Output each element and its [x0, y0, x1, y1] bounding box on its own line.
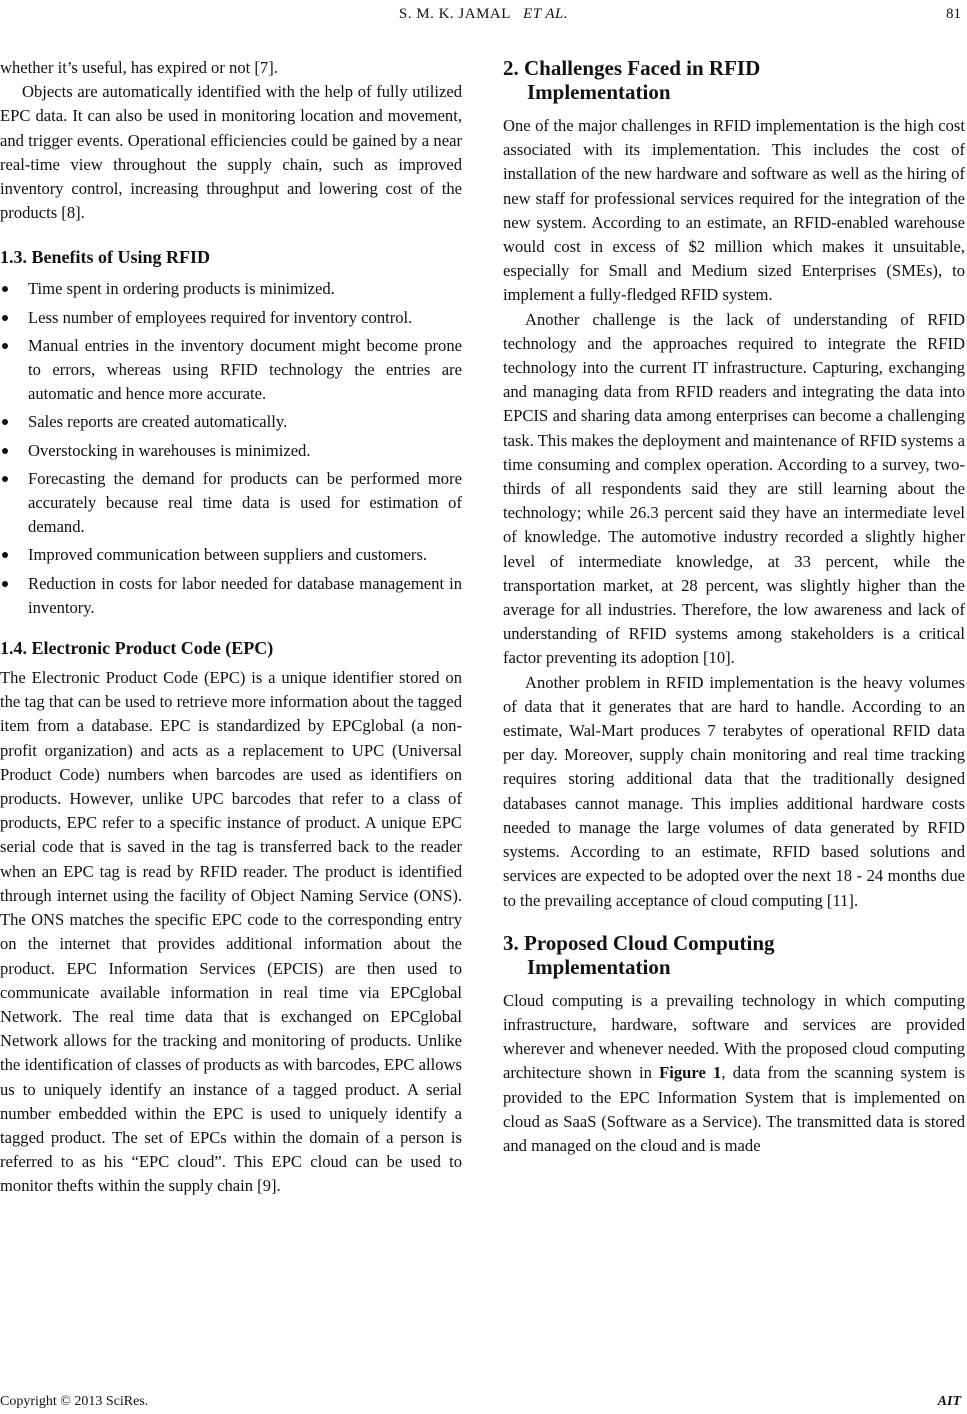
bullet-icon [2, 581, 8, 587]
list-item [0, 410, 462, 434]
benefits-list [0, 277, 462, 620]
list-item [0, 467, 462, 540]
figure-reference: Figure 1 [659, 1063, 722, 1083]
section-heading-1-3: 1.3. Benefits of Using RFID [0, 247, 210, 268]
list-item [0, 572, 462, 620]
page-header [0, 4, 967, 28]
paragraph: Another problem in RFID implementation is the heavy volumes of data that it generates that are hard to handle. According to an estimate, Wal-Mart produces 7 terabytes of operational RFID data per day. Moreover, supply chain monitoring and real time tracking requires storing additional data that the traditionally designed databases cannot manage. This implies additional hardware costs needed to manage the large volumes of data generated by RFID systems. According to an estimate, RFID based solutions and services are expected to be adopted over the next 18 - 24 months due to the prevailing acceptance of cloud computing [11]. [503, 672, 965, 910]
bullet-icon [2, 476, 8, 482]
heading-line: 3. Proposed Cloud Computing [503, 930, 775, 955]
page-number: 81 [946, 6, 961, 22]
header-et-al: ET AL. [523, 6, 569, 22]
list-item-text: Overstocking in warehouses is minimized. [28, 440, 311, 460]
heading-line: Implementation [527, 954, 671, 979]
right-column [503, 56, 965, 1158]
running-head [0, 6, 967, 23]
section-heading-3 [503, 931, 965, 979]
bullet-icon [2, 343, 8, 349]
text-run: Cloud computing is a prevailing technology in which computing infrastructure, hardware, software and services are provided wherever and whenever needed. With the proposed cloud computing architecture shown in [503, 990, 965, 1083]
bullet-icon [2, 419, 8, 425]
paragraph [503, 989, 965, 1158]
bullet-icon [2, 448, 8, 454]
paragraph: Objects are automatically identified with the help of fully utilized EPC data. It can also be used in monitoring location and movement, and trigger events. Operational efficiencies could be gained by a near real-time view throughout the supply chain, such as improved inventory control, increasing throughput and lowering cost of the products [8]. [0, 82, 462, 223]
heading-line: 2. Challenges Faced in RFID [503, 56, 761, 80]
section-heading-1-4: 1.4. Electronic Product Code (EPC) [0, 638, 274, 659]
bullet-icon [2, 315, 8, 321]
paragraph: The Electronic Product Code (EPC) is a unique identifier stored on the tag that can be used to retrieve more information about the tagged item from a database. EPC is standardized by EPCglobal (a non-profit organization) and acts as a replacement to UPC (Universal Product Code) numbers when barcodes are used as identifiers on products. However, unlike UPC barcodes that refer to a class of products, EPC refer to a specific instance of product. A unique EPC serial code that is saved in the tag is transferred back to the reader when an EPC tag is read by RFID reader. The product is identified through internet using the facility of Object Naming Service (ONS). The ONS matches the specific EPC code to the corresponding entry on the internet that provides additional information about the product. EPC Information Services (EPCIS) are then used to communicate available information in real time via EPCglobal Network. The real time data that is exchanged on EPCglobal Network allows for the tracking and monitoring of products. Unlike the identification of classes of products as with barcodes, EPC allows us to uniquely identify an instance of a tagged product. A serial number embedded within the EPC is used to uniquely identify a tagged product. The set of EPCs within the domain of a person is referred to as his “EPC cloud”. This EPC cloud can be used to monitor thefts within the supply chain [9]. [0, 668, 462, 1196]
paragraph: One of the major challenges in RFID implementation is the high cost associated with its implementation. This includes the cost of installation of the new hardware and software as well as the hiring of new staff for professional services required for the integration of the new system. According to an estimate, an RFID-enabled warehouse would cost in excess of $2 million which makes it unsuitable, especially for Small and Medium sized Enterprises (SMEs), to implement a fully-fledged RFID system. [503, 116, 965, 305]
text-run: , data from the scanning system is provided to the EPC Information System that is implemented on cloud as SaaS (Software as a Service). The transmitted data is stored and managed on the cloud and is made [503, 1063, 965, 1155]
list-item-text: Less number of employees required for inventory control. [28, 307, 413, 327]
list-item-text: Manual entries in the inventory document might become prone to errors, whereas using RFID technology the entries are automatic and hence more accurate. [28, 335, 462, 404]
paragraph: whether it’s useful, has expired or not [7]. [0, 58, 278, 77]
page-footer [0, 1394, 967, 1414]
header-authors: S. M. K. JAMAL [398, 6, 511, 22]
list-item-text: Reduction in costs for labor needed for database management in inventory. [28, 573, 462, 617]
copyright-notice: Copyright © 2013 SciRes. [0, 1394, 149, 1409]
list-item-text: Improved communication between suppliers and customers. [28, 545, 428, 565]
list-item [0, 543, 462, 567]
list-item-text: Sales reports are created automatically. [28, 412, 288, 432]
list-item [0, 277, 462, 301]
heading-line: Implementation [527, 80, 671, 104]
paragraph: Another challenge is the lack of understanding of RFID technology and the approaches required to integrate the RFID technology into the current IT infrastructure. Capturing, exchanging and managing data from RFID readers and integrating the data into EPCIS and sharing data among enterprises can become a challenging task. This makes the deployment and maintenance of RFID systems a time consuming and complex operation. According to a survey, two-thirds of all respondents said they are still learning about the technology; while 26.3 percent said they have an intermediate level of knowledge. The automotive industry recorded a slightly higher level of intermediate knowledge, at 33 percent, while the transportation market, at 28 percent, was slightly higher than the average for all industries. Therefore, the low awareness and lack of understanding of RFID systems among stakeholders is a critical factor preventing its adoption [10]. [503, 309, 965, 668]
list-item-text: Time spent in ordering products is minimized. [28, 279, 335, 299]
list-item [0, 306, 462, 330]
list-item-text: Forecasting the demand for products can be performed more accurately because real time data is used for estimation of demand. [28, 468, 462, 537]
list-item [0, 334, 462, 407]
section-heading-2 [503, 56, 965, 104]
bullet-icon [2, 286, 8, 292]
left-column [0, 56, 462, 1199]
bullet-icon [2, 552, 8, 558]
journal-abbreviation: AIT [937, 1394, 961, 1409]
list-item [0, 439, 462, 463]
